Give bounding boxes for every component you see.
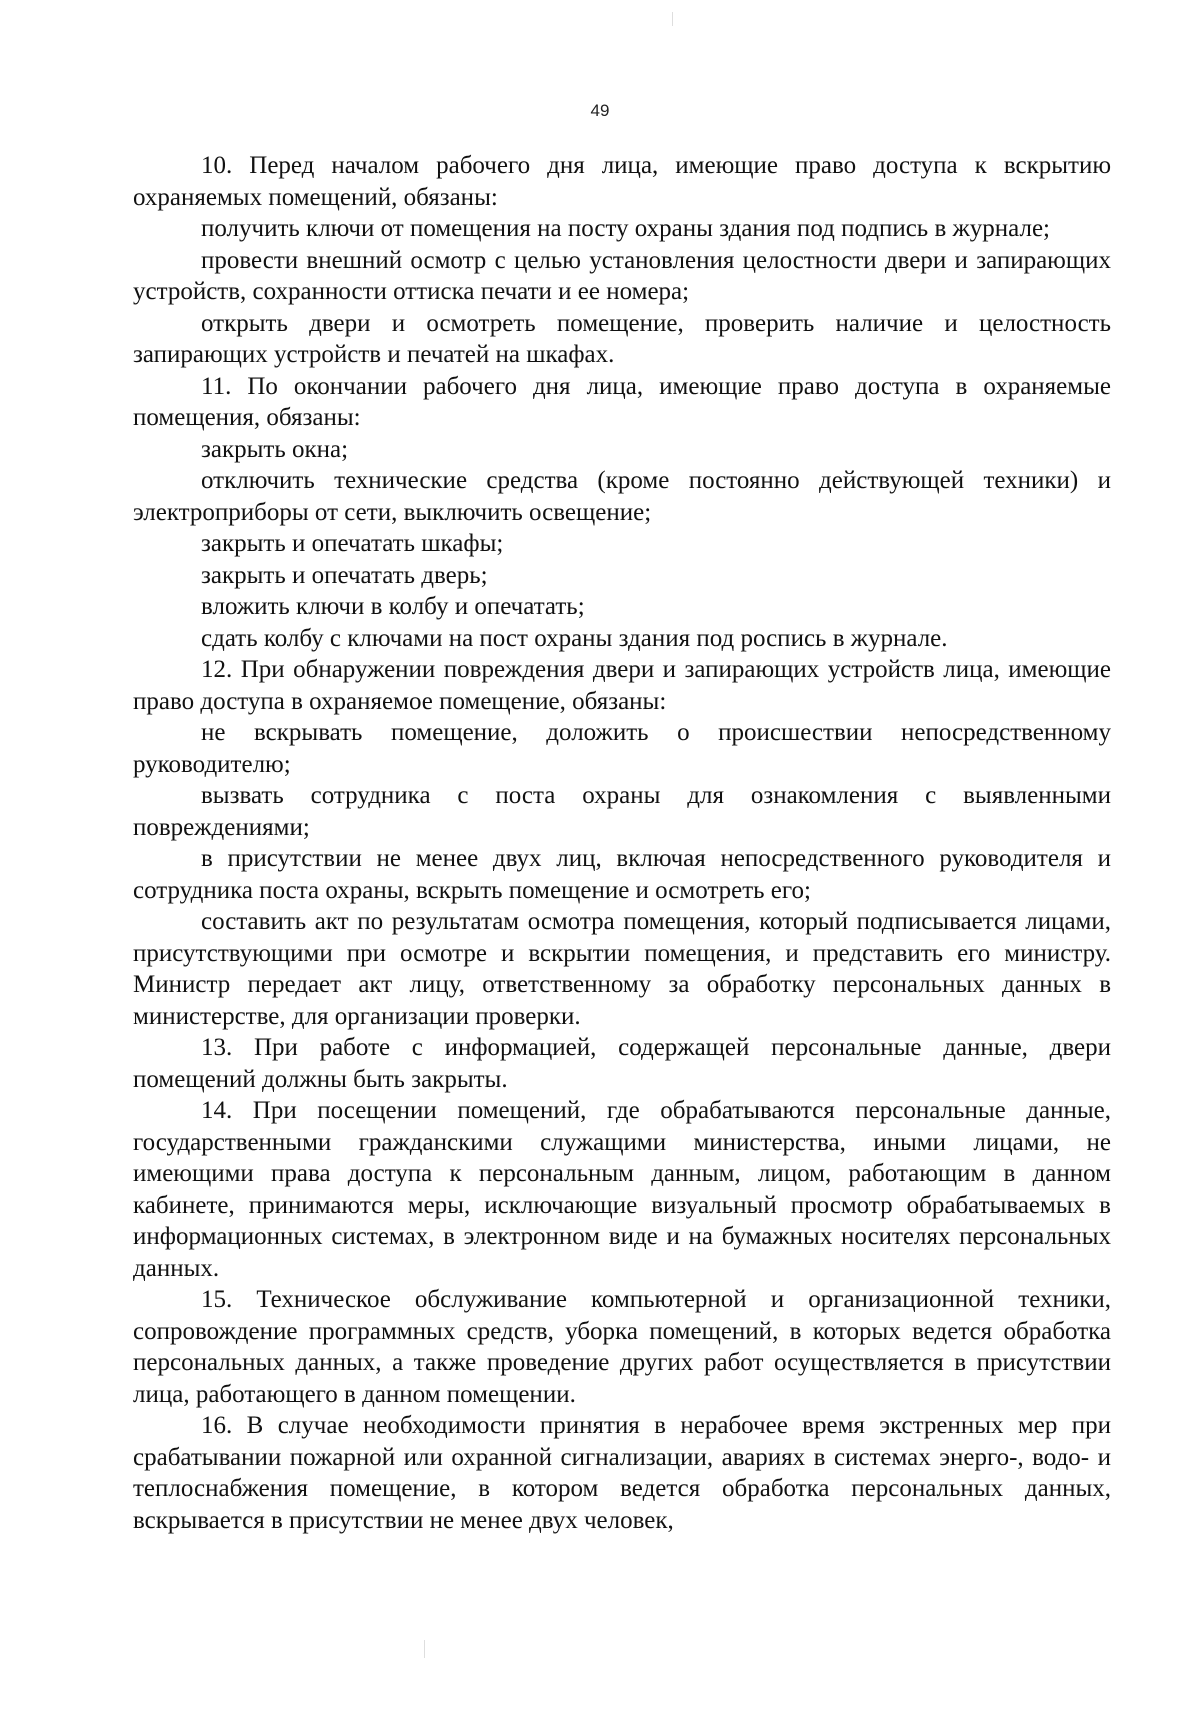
paragraph: получить ключи от помещения на посту охраны здания под подпись в журнале;: [201, 215, 1050, 242]
paragraph: открыть двери и осмотреть помещение, проверить наличие и целостность запирающих устройств и печатей на шкафах.: [133, 309, 1111, 368]
paragraph: 15. Техническое обслуживание компьютерной и организационной техники, сопровождение программных средств, уборка помещений, в которых ведется обработка персональных данных, а также проведение других работ осуществляется в присутствии лица, работающего в данном помещении.: [133, 1286, 1111, 1408]
paragraph: закрыть окна;: [201, 435, 349, 463]
paragraph: 16. В случае необходимости принятия в нерабочее время экстренных мер при срабатывании пожарной или охранной сигнализации, авариях в системах энерго-, водо- и теплоснабжения помещение, в котором ведется обработка персональных данных, вскрывается в присутствии не менее двух человек,: [133, 1412, 1111, 1534]
paragraph: закрыть и опечатать шкафы;: [201, 530, 504, 557]
paragraph: 12. При обнаружении повреждения двери и запирающих устройств лица, имеющие право доступа в охраняемое помещение, обязаны:: [133, 656, 1111, 715]
paragraph: 11. По окончании рабочего дня лица, имеющие право доступа в охраняемые помещения, обязаны:: [133, 372, 1111, 431]
paragraph: 14. При посещении помещений, где обрабатываются персональные данные, государственными гражданскими служащими министерства, иными лицами, не имеющими права доступа к персональным данным, лицом, работающим в данном кабинете, принимаются меры, исключающие визуальный просмотр обрабатываемых в информационных системах, в электронном виде и на бумажных носителях персональных данных.: [133, 1097, 1111, 1282]
paragraph: вложить ключи в колбу и опечатать;: [201, 593, 585, 620]
page-number: 49: [590, 101, 610, 120]
paragraph: вызвать сотрудника с поста охраны для ознакомления с выявленными повреждениями;: [133, 782, 1111, 841]
paragraph: 13. При работе с информацией, содержащей персональные данные, двери помещений должны быть закрыты.: [133, 1034, 1111, 1093]
paragraph: провести внешний осмотр с целью установления целостности двери и запирающих устройств, сохранности оттиска печати и ее номера;: [133, 246, 1111, 305]
paragraph: не вскрывать помещение, доложить о происшествии непосредственному руководителю;: [133, 719, 1111, 778]
scan-artifact-top: [672, 12, 673, 26]
paragraph: сдать колбу с ключами на пост охраны здания под роспись в журнале.: [201, 624, 948, 652]
paragraph: отключить технические средства (кроме постоянно действующей техники) и электроприборы от сети, выключить освещение;: [133, 467, 1111, 526]
paragraph: закрыть и опечатать дверь;: [201, 561, 488, 589]
paragraph: составить акт по результатам осмотра помещения, который подписывается лицами, присутствующими при осмотре и вскрытии помещения, и представить его министру. Министр передает акт лицу, ответственному за обработку персональных данных в министерстве, для организации проверки.: [133, 908, 1111, 1030]
paragraph: 10. Перед началом рабочего дня лица, имеющие право доступа к вскрытию охраняемых помещений, обязаны:: [133, 152, 1111, 211]
paragraph: в присутствии не менее двух лиц, включая непосредственного руководителя и сотрудника поста охраны, вскрыть помещение и осмотреть его;: [133, 845, 1111, 904]
scan-artifact-bottom: [424, 1640, 425, 1658]
document-body: [133, 150, 1111, 1536]
